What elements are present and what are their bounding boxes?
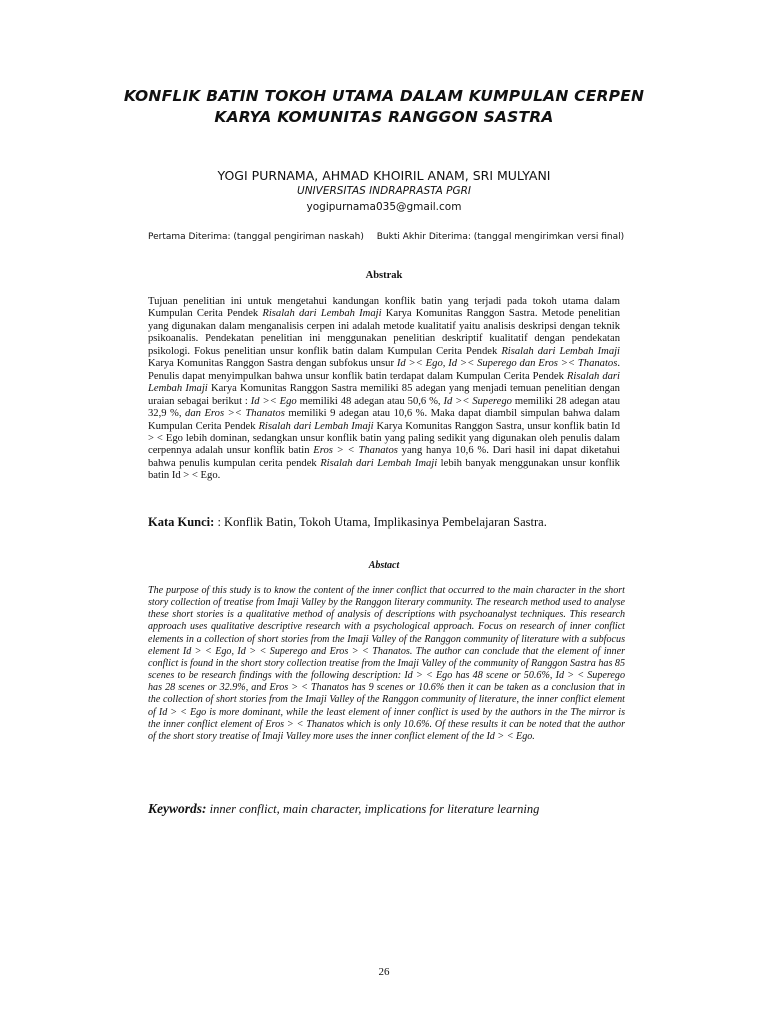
author-list: YOGI PURNAMA, AHMAD KHOIRIL ANAM, SRI MULYANI [217, 168, 551, 183]
received-date: Pertama Diterima: (tanggal pengiriman naskah) [148, 232, 364, 242]
abstract-en-body [148, 585, 625, 743]
title-line-1: KONFLIK BATIN TOKOH UTAMA DALAM KUMPULAN CERPEN [123, 87, 645, 105]
final-date: Bukti Akhir Diterima: (tanggal mengirimkan versi final) [376, 232, 625, 242]
keywords [148, 801, 668, 817]
keywords-label: Keywords: [148, 801, 207, 816]
submission-dates [148, 231, 668, 244]
abstract-en-heading: Abstact [368, 560, 400, 571]
abstrak-paragraph: Tujuan penelitian ini untuk mengetahui kandungan konflik batin yang terjadi pada tokoh utama dalam Kumpulan Cerita Pendek Risalah dari Lembah Imaji Karya Komunitas Ranggon Sastra. Metode penelitian yang digunakan dalam menganalisis cerpen ini adalah metode kualitatif yaitu analisis deskripsi dengan teknik psikoanalis. Pendekatan penelitian ini menggunakan penelitian deskriptif kualitatif dengan pendekatan psikologi. Fokus penelitian unsur konflik batin dalam Kumpulan Cerita Pendek Risalah dari Lembah Imaji Karya Komunitas Ranggon Sastra dengan subfokus unsur Id >< Ego, Id >< Superego dan Eros >< Thanatos. Penulis dapat menyimpulkan bahwa unsur konflik batin terdapat dalam Kumpulan Cerita Pendek Risalah dari Lembah Imaji Karya Komunitas Ranggon Sastra memiliki 85 adegan yang menjadi temuan penelitian dengan uraian sebagai berikut : Id >< Ego memiliki 48 adegan atau 50,6 %, Id >< Superego memiliki 28 adegan atau 32,9 %, dan Eros >< Thanatos memiliki 9 adegan atau 10,6 %. Maka dapat diambil simpulan bahwa dalam Kumpulan Cerita Pendek Risalah dari Lembah Imaji Karya Komunitas Ranggon Sastra, unsur konflik batin Id > < Ego lebih dominan, sedangkan unsur konflik batin yang paling sedikit yang digunakan oleh penulis dalam cerpennya adalah unsur konflik batin Eros > < Thanatos yang hanya 10,6 %. Dari hasil ini dapat diketahui bahwa penulis kumpulan cerita pendek Risalah dari Lembah Imaji lebih banyak menggunakan unsur konflik batin Id > < Ego. [148, 296, 621, 482]
abstract-en-paragraph: The purpose of this study is to know the content of the inner conflict that occurred to the main character in the short story collection of treatise from Imaji Valley by the Ranggon literary community. The research method used to analyse these short stories is a qualitative method of analysis of descriptions with psychoanalyst techniques. This research approach uses qualitative descriptive research with a psychological approach. Focus on research of inner conflict elements in a collection of short stories from the Imaji Valley of the Ranggon community of literature with a subfocus element Id > < Ego, Id > < Superego and Eros > < Thanatos. The author can conclude that the element of inner conflict is found in the short story collection treatise from the Imaji Valley of the community of Ranggon Sastra has 85 scenes to be research findings with the following description: Id > < Ego has 48 scene or 50.6%, Id > < Superego has 28 scenes or 32.9%, and Eros > < Thanatos has 9 scenes or 10.6% then it can be taken as a conclusion that in the collection of short stories from the Imaji Valley of the Ranggon community of literature, the inner conflict element of Id > < Ego is more dominant, while the least element of inner conflict is used by the authors in the The mirror is the inner conflict element of Eros > < Thanatos which is only 10.6%. Of these results it can be noted that the author of the short story treatise of Imaji Valley more uses the inner conflict element of the Id > < Ego. [148, 585, 625, 742]
author-email: yogipurnama035@gmail.com [306, 201, 462, 213]
affiliation: UNIVERSITAS INDRAPRASTA PGRI [297, 185, 471, 197]
kata-kunci-label: Kata Kunci: [148, 515, 215, 529]
page-number: 26 [378, 966, 390, 978]
abstrak-heading: Abstrak [365, 270, 403, 281]
abstrak-body [148, 296, 620, 483]
kata-kunci [148, 514, 668, 530]
keywords-text: inner conflict, main character, implications for literature learning [206, 802, 540, 816]
kata-kunci-text: : Konflik Batin, Tokoh Utama, Implikasinya Pembelajaran Sastra. [214, 515, 547, 529]
paper-title [90, 86, 678, 128]
title-line-2: KARYA KOMUNITAS RANGGON SASTRA [214, 108, 554, 126]
